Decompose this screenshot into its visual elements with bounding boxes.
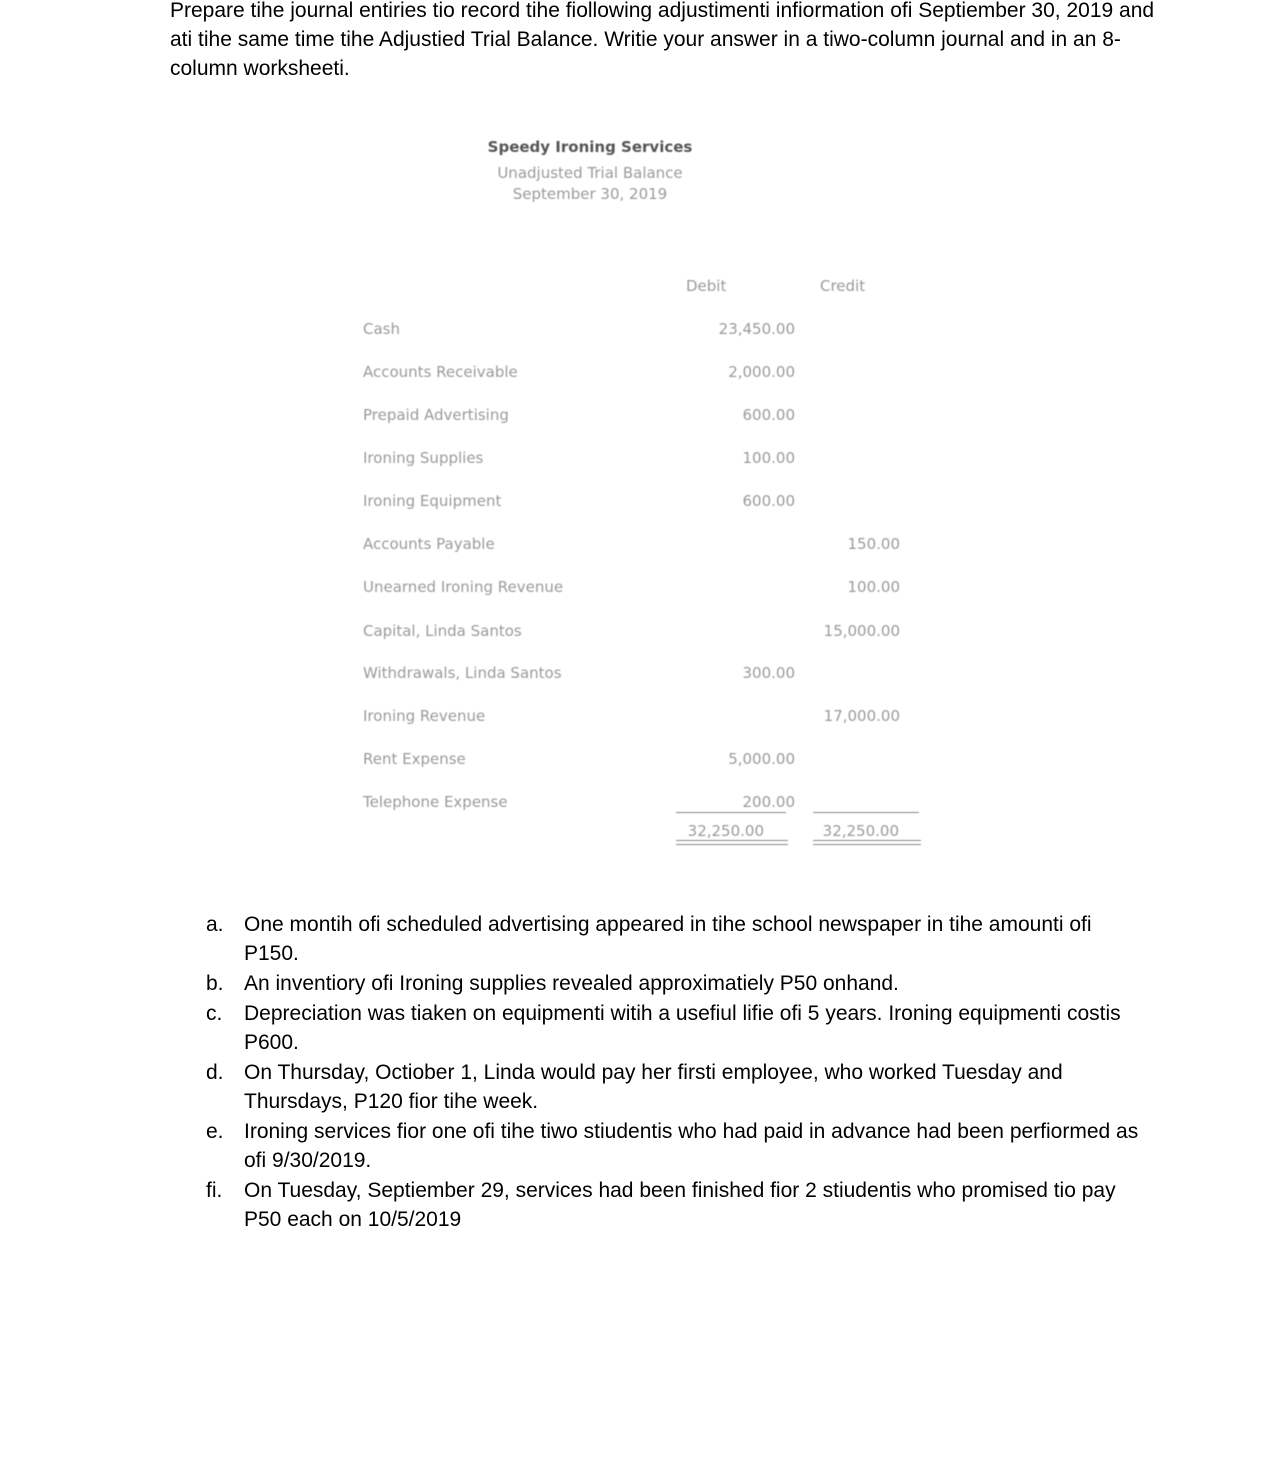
- table-row: [363, 750, 923, 772]
- account-name: Ironing Revenue: [363, 707, 486, 725]
- debit-amount: 100.00: [742, 449, 795, 467]
- item-text: Depreciation was tiaken on equipmenti witih a usefiul lifie ofi 5 years. Ironing equipmenti costis P600.: [244, 1002, 1121, 1054]
- table-row: [363, 363, 923, 385]
- instructions-paragraph: Prepare tihe journal entiries tio record tihe fiollowing adjustimenti infiormation ofi Septiember 30, 2019 and ati tihe same time tihe Adjustied Trial Balance. Writie your answer in a tiwo-column journal and in an 8-column worksheeti.: [170, 0, 1155, 80]
- debit-amount: 2,000.00: [728, 363, 795, 381]
- credit-amount: 15,000.00: [823, 622, 900, 640]
- credit-total: 32,250.00: [822, 822, 899, 840]
- debit-amount: 300.00: [742, 664, 795, 682]
- statement-title: Unadjusted Trial Balance: [497, 164, 683, 182]
- debit-amount: 23,450.00: [718, 320, 795, 338]
- debit-total: 32,250.00: [687, 822, 764, 840]
- item-text: Ironing services fior one ofi tihe tiwo stiudentis who had paid in advance had been perfiormed as ofi 9/30/2019.: [244, 1120, 1139, 1172]
- item-marker: e.: [206, 1120, 224, 1143]
- adjustments-list: [200, 910, 1140, 1235]
- table-row: [363, 449, 923, 471]
- debit-total-double-rule: [676, 840, 788, 845]
- account-name: Capital, Linda Santos: [363, 622, 522, 640]
- company-name: Speedy Ironing Services: [487, 138, 693, 156]
- credit-amount: 17,000.00: [823, 707, 900, 725]
- account-name: Accounts Receivable: [363, 363, 518, 381]
- credit-header: Credit: [820, 277, 866, 295]
- table-row: [363, 320, 923, 342]
- table-row: [363, 664, 923, 686]
- item-text: On Thursday, Octiober 1, Linda would pay her firsti employee, who worked Tuesday and Thursdays, P120 fior tihe week.: [244, 1061, 1063, 1113]
- item-text: On Tuesday, Septiember 29, services had been finished fior 2 stiudentis who promised tio pay P50 each on 10/5/2019: [244, 1179, 1116, 1231]
- list-item: [200, 1176, 1140, 1234]
- account-name: Unearned Ironing Revenue: [363, 578, 564, 596]
- debit-amount: 600.00: [742, 406, 795, 424]
- table-row: [363, 707, 923, 729]
- statement-date: September 30, 2019: [512, 185, 668, 203]
- credit-subtotal-rule: [813, 812, 919, 813]
- item-text: An inventiory ofi Ironing supplies revealed approximatiely P50 onhand.: [244, 972, 899, 995]
- table-row: [363, 622, 923, 644]
- account-name: Cash: [363, 320, 400, 338]
- table-row: [363, 535, 923, 557]
- account-name: Ironing Supplies: [363, 449, 484, 467]
- debit-amount: 5,000.00: [728, 750, 795, 768]
- debit-amount: 200.00: [742, 793, 795, 811]
- list-item: [200, 910, 1140, 968]
- debit-amount: 600.00: [742, 492, 795, 510]
- credit-amount: 150.00: [847, 535, 900, 553]
- account-name: Prepaid Advertising: [363, 406, 509, 424]
- account-name: Rent Expense: [363, 750, 466, 768]
- debit-subtotal-rule: [676, 812, 786, 813]
- credit-total-double-rule: [813, 840, 921, 845]
- account-name: Telephone Expense: [363, 793, 508, 811]
- item-marker: d.: [206, 1061, 224, 1084]
- account-name: Withdrawals, Linda Santos: [363, 664, 562, 682]
- table-row: [363, 406, 923, 428]
- table-row: [363, 492, 923, 514]
- list-item: [200, 969, 1140, 998]
- account-name: Ironing Equipment: [363, 492, 502, 510]
- trial-balance-image: [330, 120, 950, 860]
- item-marker: b.: [206, 972, 224, 995]
- item-marker: c.: [206, 1002, 223, 1025]
- list-item: [200, 1117, 1140, 1175]
- credit-amount: 100.00: [847, 578, 900, 596]
- table-row: [363, 578, 923, 600]
- item-marker: a.: [206, 913, 224, 936]
- item-text: One montih ofi scheduled advertising appeared in tihe school newspaper in tihe amounti ofi P150.: [244, 913, 1092, 965]
- debit-header: Debit: [686, 277, 727, 295]
- account-name: Accounts Payable: [363, 535, 495, 553]
- list-item: [200, 1058, 1140, 1116]
- item-marker: fi.: [206, 1179, 223, 1202]
- list-item: [200, 999, 1140, 1057]
